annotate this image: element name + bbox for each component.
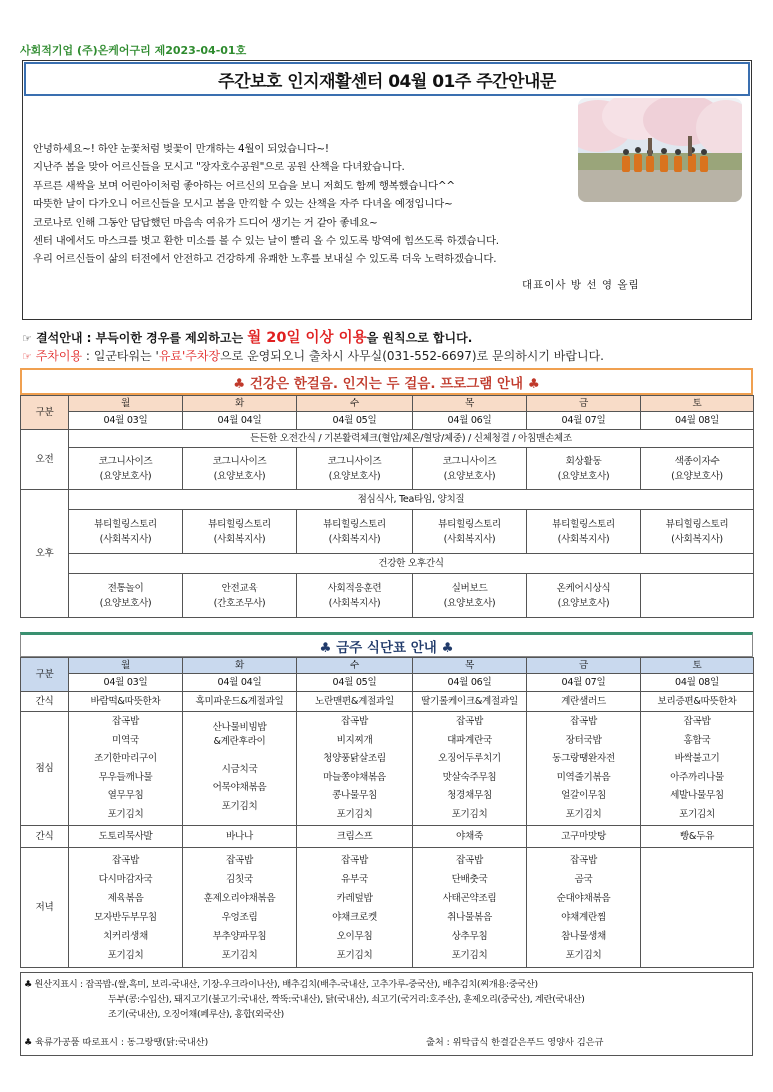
program-cell: 뷰티힐링스토리 (사회복지사) [69,510,183,554]
intro-line: 코로나로 인해 그동안 답답했던 마음속 여유가 드디어 생기는 거 같아 좋네요~ [33,216,378,229]
meal-cell: 계란샐러드 [527,692,641,712]
meal-day: 수 [297,658,413,674]
meal-section-title [20,632,753,657]
meal-cell: 잡곡밥 홍합국 바싹불고기 아주까리나물 세발나물무침 포기김치 [641,712,754,826]
meal-cell: 잡곡밥 미역국 조기한마리구이 무우들깨나물 열무무침 포기김치 [69,712,183,826]
meal-cell: 잡곡밥 단배춧국 사태곤약조림 취나물볶음 상추무침 포기김치 [413,848,527,968]
meal-date: 04월 07일 [527,674,641,692]
program-morning-common: 든든한 오전간식 / 기본활력체크(혈압/체온/혈당/체중) / 신체청결 / 아침맨손체조 [69,430,754,448]
page-title: 주간보호 인지재활센터 04월 01주 주간안내문 [218,71,556,92]
parking-notice-label: 주차이용 [35,349,83,363]
program-cell: 온케어시상식 (요양보호사) [527,574,641,618]
photo-illustration [578,98,742,202]
meal-lunch-label: 점심 [21,712,69,826]
program-snack-common: 건강한 오후간식 [69,554,754,574]
meal-col-label: 구분 [21,658,69,692]
program-date: 04월 07일 [527,412,641,430]
program-date: 04월 03일 [69,412,183,430]
program-cell: 전통놀이 (요양보호사) [69,574,183,618]
meal-cell: 바나나 [183,826,297,848]
origin-line: 두부(콩:수입산), 돼지고기(불고기:국내산, 짝뚝:국내산), 닭(국내산), 쇠고기(국거리:호주산), 훈제오리(중국산), 계란(국내산) [108,994,585,1005]
program-cell: 뷰티힐링스토리 (사회복지사) [527,510,641,554]
program-day: 월 [69,396,183,412]
program-morning-label: 오전 [21,430,69,490]
meal-cell: 야채죽 [413,826,527,848]
program-cell: 안전교육 (간호조무사) [183,574,297,618]
meal-date: 04월 03일 [69,674,183,692]
intro-message [33,140,593,269]
meal-cell: 잡곡밥 비지찌개 청양풍닭살조림 마늘쫑야채볶음 콩나물무침 포기김치 [297,712,413,826]
parking-notice-highlight: 유료'주차장 [158,349,221,363]
meal-day: 토 [641,658,754,674]
intro-line: 우리 어르신들이 삶의 터전에서 안전하고 건강하게 유쾌한 노후를 보내실 수 있도록 더욱 노력하겠습니다. [33,253,497,266]
meal-cell: 흑미파운드&계절과일 [183,692,297,712]
meal-day: 목 [413,658,527,674]
meal-cell: 잡곡밥 유부국 카레덮밥 야채크로켓 오이무침 포기김치 [297,848,413,968]
menu-source: 출처 : 위탁급식 한결같은푸드 영양사 김은규 [426,1037,604,1048]
program-day: 화 [183,396,297,412]
meal-date: 04월 06일 [413,674,527,692]
program-cell: 회상활동 (요양보호사) [527,448,641,490]
cherry-blossom-group-photo [578,98,742,202]
program-cell: 실버보드 (요양보호사) [413,574,527,618]
program-lunch-common: 점심식사, Tea타임, 양치질 [69,490,754,510]
meal-cell-empty [641,848,754,968]
origin-info [24,977,744,1022]
absence-notice-highlight: 월 20일 이상 이용 [247,330,367,346]
absence-notice-prefix: 결석안내 : 부득이한 경우를 제외하고는 [36,331,248,345]
meal-cell: 잡곡밥 김칫국 훈제오리야채볶음 우엉조림 부추양파무침 포기김치 [183,848,297,968]
program-cell: 사회적응훈련 (사회복지사) [297,574,413,618]
program-cell: 코그니사이즈 (요양보호사) [69,448,183,490]
origin-line: 조기(국내산), 오징어채(페루산), 홍합(외국산) [108,1009,284,1020]
meal-title-text: ♣ 금주 식단표 안내 ♣ [319,639,454,656]
meal-day: 월 [69,658,183,674]
meal-cell: 잡곡밥 장터국밥 동그랑땡완자전 미역줄기볶음 얼갈이무침 포기김치 [527,712,641,826]
program-day: 금 [527,396,641,412]
intro-line: 센터 내에서도 마스크를 벗고 환한 미소를 볼 수 있는 날이 빨리 올 수 있도록 방역에 힘쓰도록 하겠습니다. [33,235,499,248]
meal-day: 금 [527,658,641,674]
meal-cell: 보리증편&따뜻한차 [641,692,754,712]
program-cell: 뷰티힐링스토리 (사회복지사) [183,510,297,554]
origin-line: ♣ 원산지표시 : 잡곡밥-(쌀,흑미, 보리-국내산, 기장-우크라이나산), 배추김치(배추-국내산, 고추가루-중국산), 배추김치(찌개용:중국산) [24,979,538,990]
meal-cell: 고구마맛탕 [527,826,641,848]
program-cell: 뷰티힐링스토리 (사회복지사) [413,510,527,554]
program-date: 04월 06일 [413,412,527,430]
absence-notice [22,326,472,347]
program-cell: 뷰티힐링스토리 (사회복지사) [641,510,754,554]
meal-cell: 잡곡밥 다시마감자국 제육볶음 모자반두부무침 치커리생채 포기김치 [69,848,183,968]
meal-cell: 잡곡밥 곰국 순대야채볶음 야채계란찜 참나물생채 포기김치 [527,848,641,968]
meal-dinner-label: 저녁 [21,848,69,968]
program-day: 수 [297,396,413,412]
program-cell: 코그니사이즈 (요양보호사) [413,448,527,490]
program-day: 토 [641,396,754,412]
parking-notice-text-a: : 일군타워는 ' [82,349,159,363]
program-cell: 코그니사이즈 (요양보호사) [297,448,413,490]
meal-cell: 산나물비빔밥 &계란후라이 시금치국 어묵야채볶음 포기김치 [183,712,297,826]
pointing-hand-icon: ☞ [22,350,32,363]
program-section-title [20,368,753,395]
meal-cell: 도토리묵사발 [69,826,183,848]
meal-cell: 딸기롤케이크&계절과일 [413,692,527,712]
program-cell: 뷰티힐링스토리 (사회복지사) [297,510,413,554]
program-date: 04월 04일 [183,412,297,430]
meal-date: 04월 04일 [183,674,297,692]
meal-snack-label: 간식 [21,826,69,848]
program-cell: 색종이자수 (요양보호사) [641,448,754,490]
parking-notice [22,347,604,364]
meal-cell: 노란맨편&계절과일 [297,692,413,712]
program-cell: 코그니사이즈 (요양보호사) [183,448,297,490]
title-bar [24,62,750,96]
meal-cell: 잡곡밥 대파계란국 오징어두루치기 맛살숙주무침 청경채무침 포기김치 [413,712,527,826]
program-col-label: 구분 [21,396,69,430]
meal-cell: 크림스프 [297,826,413,848]
parking-notice-text-b: 으로 운영되오니 출차시 사무실(031-552-6697)로 문의하시기 바랍니다. [220,349,604,363]
meal-cell: 빵&두유 [641,826,754,848]
pointing-hand-icon: ☞ [22,332,32,345]
intro-line: 지난주 봄을 맞아 어르신들을 모시고 "장자호수공원"으로 공원 산책을 다녀왔습니다. [33,161,405,174]
program-date: 04월 08일 [641,412,754,430]
program-day: 목 [413,396,527,412]
meal-day: 화 [183,658,297,674]
meal-date: 04월 05일 [297,674,413,692]
processed-meat-origin: ♣ 육류가공품 따로표시 : 동그랑땡(닭:국내산) [24,1037,209,1048]
program-table [20,395,754,618]
program-date: 04월 05일 [297,412,413,430]
meal-table [20,657,754,968]
meal-snack-label: 간식 [21,692,69,712]
program-afternoon-label: 오후 [21,490,69,618]
intro-line: 푸르른 새싹을 보며 어린아이처럼 좋아하는 어르신의 모습을 보니 저희도 함께 행복했습니다^^ [33,179,455,192]
signature: 대표이사 방 선 영 올림 [522,279,640,291]
intro-line: 따뜻한 날이 다가오니 어르신들을 모시고 봄을 만끽할 수 있는 산책을 자주 다녀올 예정입니다~ [33,198,453,211]
absence-notice-suffix: 을 원칙으로 합니다. [366,331,473,345]
intro-line: 안녕하세요~! 하얀 눈꽃처럼 벚꽃이 만개하는 4월이 되었습니다~! [33,143,329,155]
program-cell [641,574,754,618]
program-title-text: ♣ 건강은 한걸음. 인지는 두 걸음. 프로그램 안내 ♣ [233,375,540,392]
document-id: 사회적기업 (주)온케어구리 제2023-04-01호 [20,44,247,57]
meal-date: 04월 08일 [641,674,754,692]
meal-cell: 바람떡&따뜻한차 [69,692,183,712]
